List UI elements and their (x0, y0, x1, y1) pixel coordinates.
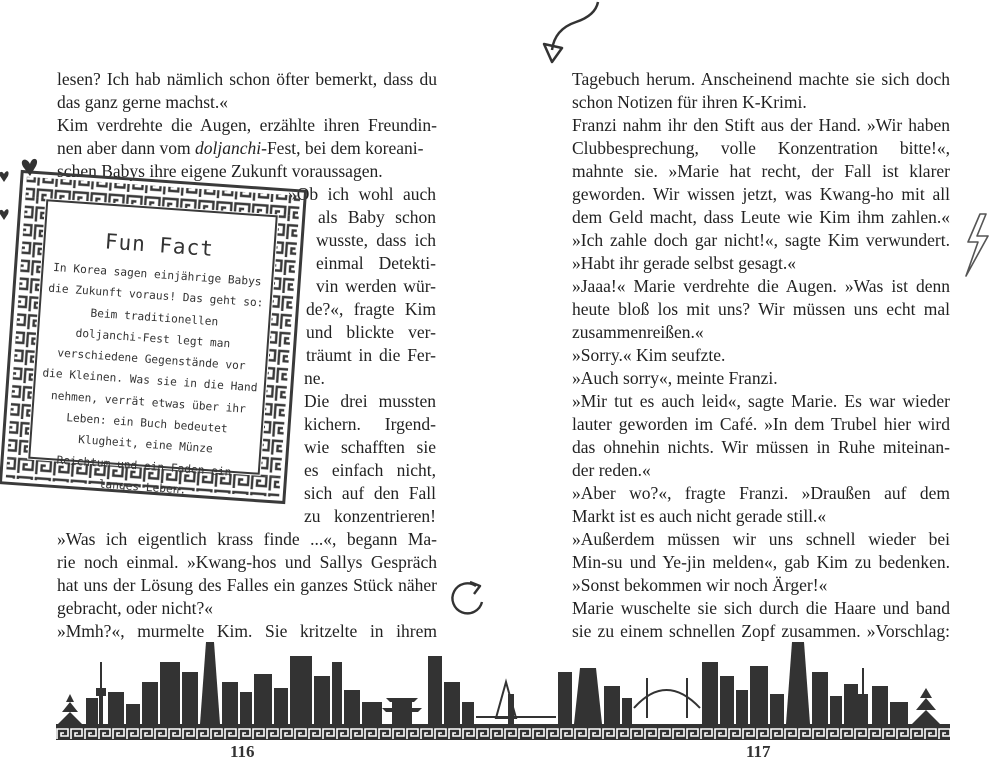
text-line: heute bloß los mit uns? Wir müssen uns echt mal (572, 299, 950, 319)
text-line: sie zu einem schnellen Zopf zusammen. »Vorschlag: (572, 621, 950, 641)
fun-fact-title: Fun Fact (104, 229, 215, 262)
wrap-line: als Baby schon (318, 207, 436, 227)
fun-fact-text (27, 256, 273, 506)
fun-fact-line: Leben: ein Buch bedeutet (65, 411, 229, 436)
page-number-right: 117 (746, 742, 771, 761)
wrap-line: einmal Detekti- (316, 253, 436, 273)
text-line: »Mir tut es auch leid«, sagte Marie. Es war wieder (572, 391, 950, 411)
refresh-circle-doodle-icon (448, 578, 488, 618)
text-line: »Sonst bekommen wir noch Ärger!« (572, 575, 828, 595)
text-line: Marie wuschelte sie sich durch die Haare und band (572, 598, 950, 618)
text-line: schen Babys ihre eigene Zukunft voraussagen. (57, 161, 383, 181)
fun-fact-line: doljanchi-Fest legt man (75, 326, 231, 351)
wrap-line: Die drei mussten (304, 391, 436, 411)
text-line: »Auch sorry«, meinte Franzi. (572, 368, 778, 388)
italic-word: doljanchi (195, 138, 262, 158)
fun-fact-line: langes Leben. (98, 477, 187, 497)
wrap-line: vin werden wür- (316, 276, 436, 296)
text-line: zusammenreißen.« (572, 322, 704, 342)
wrap-line: sich auf den Fall (304, 483, 436, 503)
fun-fact-line: In Korea sagen einjährige Babys (52, 260, 262, 289)
text-line: geworden. Wir wissen jetzt, was Kwang-ho mit all (572, 184, 950, 204)
text-line: gebracht, oder nicht?« (57, 598, 213, 618)
text-line: das ohnehin nichts. Wir müssen in Ruhe miteinan- (572, 437, 950, 457)
text-line: »Was ich eigentlich krass finde ...«, begann Ma- (57, 529, 437, 549)
text-line: Min-su und Ye-jin melden«, gab Kim zu bedenken. (572, 552, 950, 572)
text-line: Kim verdrehte die Augen, erzählte ihren Freundin- (57, 115, 437, 135)
wrap-line: es einfach nicht, (304, 460, 436, 480)
wrap-line: de?«, fragte Kim (306, 299, 436, 319)
fun-fact-line: die Zukunft voraus! Das geht so: (47, 281, 264, 310)
seoul-skyline-icon (56, 632, 950, 744)
wrap-line: kichern. Irgend- (304, 414, 436, 434)
text-line-italic: nen aber dann vom doljanchi-Fest, bei dem koreani- (57, 138, 424, 158)
text-line: Markt ist es auch nicht gerade still.« (572, 506, 827, 526)
page-number-left: 116 (230, 742, 255, 761)
text-line: »Aber wo?«, fragte Franzi. »Draußen auf dem (572, 483, 950, 503)
hearts-doodle-icon (0, 150, 44, 230)
text-line: hat uns der Lösung des Falles ein ganzes Stück näher (57, 575, 437, 595)
text-line: mahnte sie. »Marie hat recht, der Fall ist klarer (572, 161, 950, 181)
text-line: das ganz gerne machst.« (57, 92, 229, 112)
text-line: »Sorry.« Kim seufzte. (572, 345, 726, 365)
text-line: Clubbesprechung, volle Konzentration bitte!«, (572, 138, 950, 158)
fun-fact-line: Beim traditionellen (90, 306, 219, 329)
text-line: »Mmh?«, murmelte Kim. Sie kritzelte in ihrem (57, 621, 437, 641)
text-line: »Jaaa!« Marie verdrehte die Augen. »Was ist denn (572, 276, 950, 296)
wrap-line: zu konzentrieren! (304, 506, 436, 526)
text-line: lesen? Ich hab nämlich schon öfter bemerkt, dass du (57, 69, 437, 89)
fun-fact-line: nehmen, verrät etwas über ihr (50, 388, 247, 416)
fun-fact-line: Klugheit, eine Münze (77, 433, 214, 456)
text-line: Tagebuch herum. Anscheinend machte sie sich doch (572, 69, 950, 89)
text-line: der reden.« (572, 460, 651, 480)
text-line: Franzi nahm ihr den Stift aus der Hand. »Wir haben (572, 115, 950, 135)
text-line: »Außerdem müssen wir uns schnell wieder bei (572, 529, 950, 549)
wrap-line: wusste, dass ich (316, 230, 436, 250)
text-line: lauter geworden im Café. »In dem Trubel hier wird (572, 414, 950, 434)
text-line: »Habt ihr gerade selbst gesagt.« (572, 253, 797, 273)
text-line: dem Geld macht, dass Leute wie Kim ihm zahlen.« (572, 207, 950, 227)
fun-fact-line: die Kleinen. Was sie in die Hand (41, 366, 258, 395)
wrap-line: ne. (304, 368, 325, 388)
lightning-doodle-icon (962, 212, 992, 278)
fun-fact-box (0, 168, 309, 505)
wrap-line: wie schafften sie (304, 437, 436, 457)
text-line: »Ich zahle doch gar nicht!«, sagte Kim verwundert. (572, 230, 950, 250)
wrap-line: und blickte ver- (306, 322, 436, 342)
wrap-line: träumt in die Fer- (306, 345, 436, 365)
text-line: schon Notizen für ihren K-Krimi. (572, 92, 807, 112)
wrap-line: »Ob ich wohl auch (288, 184, 436, 204)
fun-fact-line: verschiedene Gegenstände vor (56, 346, 246, 373)
arrow-doodle-icon (536, 0, 606, 70)
fun-fact-line: Reichtum und ein Faden ein (56, 453, 232, 479)
text-line: rie noch einmal. »Kwang-hos und Sallys Gespräch (57, 552, 437, 572)
